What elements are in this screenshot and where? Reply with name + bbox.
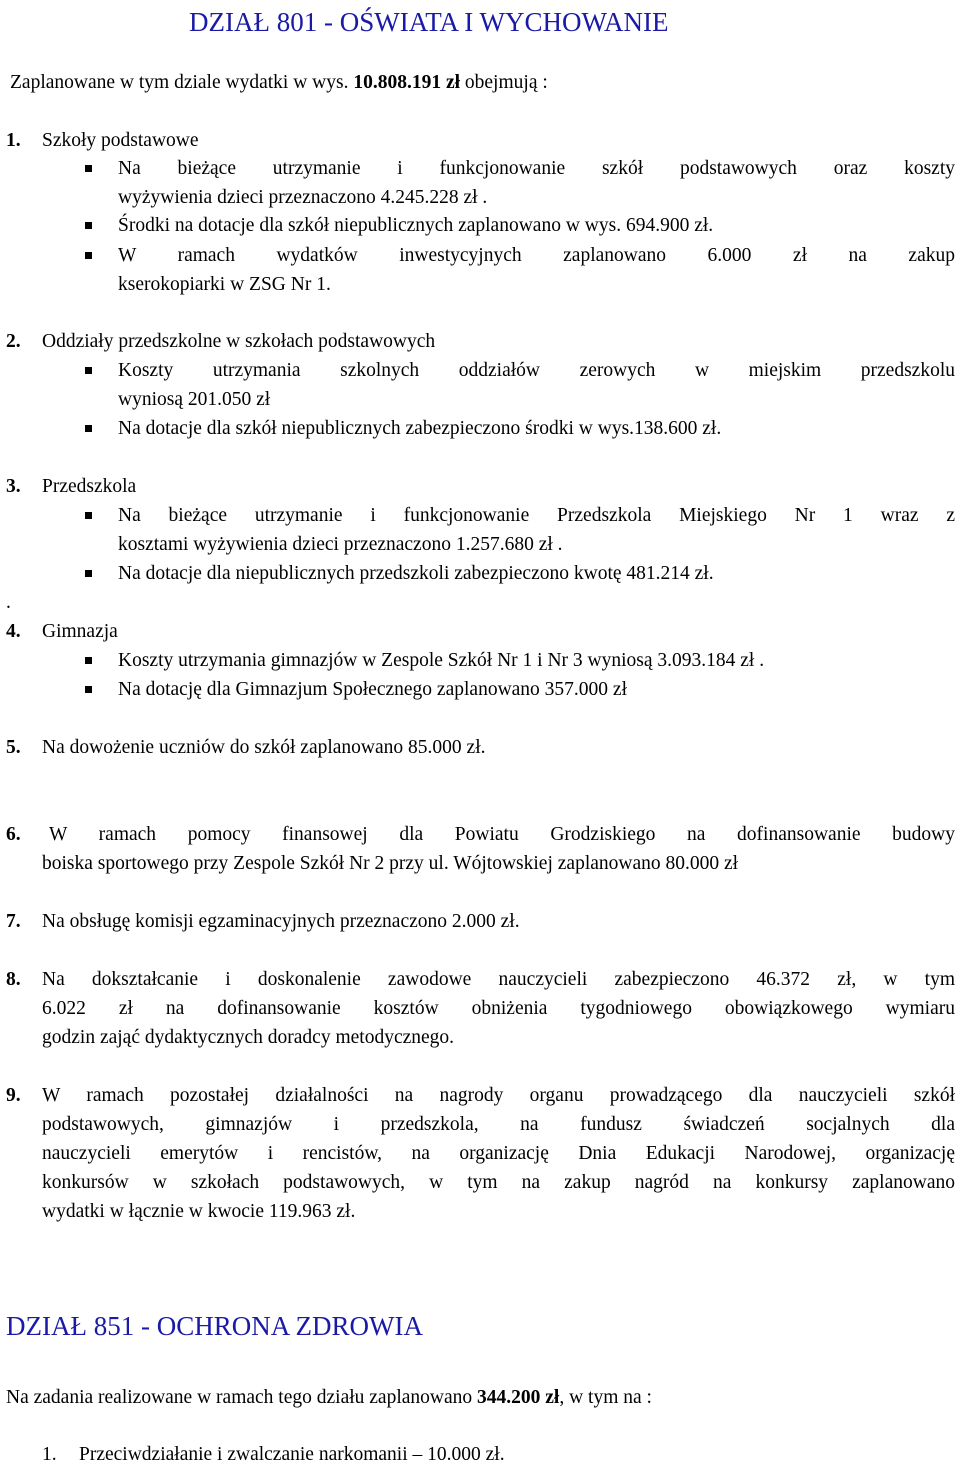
bullet-text: Koszty utrzymania gimnazjów w Zespole Szkół Nr 1 i Nr 3 wyniosą 3.093.184 zł . (118, 650, 765, 671)
bullet-text: Na dotacje dla niepublicznych przedszkoli zabezpieczono kwotę 481.214 zł. (118, 563, 714, 584)
item-heading: Gimnazja (42, 621, 118, 642)
item-number: 1. (42, 1444, 57, 1465)
item-number: 8. (6, 969, 21, 990)
section-851-title: DZIAŁ 851 - OCHRONA ZDROWIA (6, 1311, 423, 1341)
bullet-text: Na dotacje dla szkół niepublicznych zabezpieczono środki w wys.138.600 zł. (118, 418, 722, 439)
intro-text: Zaplanowane w tym dziale wydatki w wys. (10, 72, 354, 93)
bullet-square-icon (85, 657, 92, 664)
item-number: 6. (6, 824, 21, 845)
bullet-text-cont: wyniosą 201.050 zł (118, 389, 271, 410)
bullet-square-icon (85, 425, 92, 432)
item-number: 9. (6, 1085, 21, 1106)
item-text-cont: podstawowych, gimnazjów i przedszkola, na fundusz świadczeń socjalnych dla (42, 1114, 955, 1135)
section-851-intro (6, 1384, 652, 1412)
item-text-cont: konkursów w szkołach podstawowych, w tym na zakup nagród na konkursy zaplanowano (42, 1172, 955, 1193)
stray-dot: . (6, 592, 11, 613)
item-number: 5. (6, 737, 21, 758)
item-text: W ramach pozostałej działalności na nagrody organu prowadzącego dla nauczycieli szkół (42, 1085, 955, 1106)
section-801-intro (10, 69, 548, 97)
item-text: Przeciwdziałanie i zwalczanie narkomanii – 10.000 zł. (79, 1444, 505, 1465)
bullet-square-icon (85, 165, 92, 172)
item-text-cont: boiska sportowego przy Zespole Szkół Nr 2 przy ul. Wójtowskiej zaplanowano 80.000 zł (42, 853, 739, 874)
intro-text: Na zadania realizowane w ramach tego działu zaplanowano (6, 1387, 478, 1408)
item-text: W ramach pomocy finansowej dla Powiatu Grodziskiego na dofinansowanie budowy (49, 824, 955, 845)
item-text: Na dokształcanie i doskonalenie zawodowe nauczycieli zabezpieczono 46.372 zł, w tym (42, 969, 955, 990)
bullet-text: Środki na dotacje dla szkół niepublicznych zaplanowano w wys. 694.900 zł. (118, 215, 714, 236)
item-heading: Szkoły podstawowe (42, 130, 199, 151)
bullet-text: Na dotację dla Gimnazjum Społecznego zaplanowano 357.000 zł (118, 679, 627, 700)
item-text-cont: 6.022 zł na dofinansowanie kosztów obniżenia tygodniowego obowiązkowego wymiaru (42, 998, 955, 1019)
bullet-text-cont: kosztami wyżywienia dzieci przeznaczono 1.257.680 zł . (118, 534, 563, 555)
bullet-square-icon (85, 686, 92, 693)
item-number: 4. (6, 621, 21, 642)
bullet-text-cont: wyżywienia dzieci przeznaczono 4.245.228 zł . (118, 187, 488, 208)
intro-amount: 10.808.191 zł (353, 72, 461, 93)
item-text: Na dowożenie uczniów do szkół zaplanowano 85.000 zł. (42, 737, 486, 758)
item-text: Na obsługę komisji egzaminacyjnych przeznaczono 2.000 zł. (42, 911, 520, 932)
item-number: 7. (6, 911, 21, 932)
bullet-square-icon (85, 367, 92, 374)
item-text-cont: wydatki w łącznie w kwocie 119.963 zł. (42, 1201, 356, 1222)
bullet-text: W ramach wydatków inwestycyjnych zaplanowano 6.000 zł na zakup (118, 245, 955, 266)
item-text-cont: nauczycieli emerytów i rencistów, na organizację Dnia Edukacji Narodowej, organizację (42, 1143, 955, 1164)
intro-text-end: , w tym na : (559, 1387, 652, 1408)
bullet-text: Na bieżące utrzymanie i funkcjonowanie szkół podstawowych oraz koszty (118, 158, 955, 179)
bullet-square-icon (85, 512, 92, 519)
intro-text-end: obejmują : (460, 72, 548, 93)
bullet-square-icon (85, 252, 92, 259)
intro-amount: 344.200 zł (477, 1387, 560, 1408)
bullet-text: Koszty utrzymania szkolnych oddziałów zerowych w miejskim przedszkolu (118, 360, 955, 381)
item-number: 3. (6, 476, 21, 497)
bullet-text: Na bieżące utrzymanie i funkcjonowanie Przedszkola Miejskiego Nr 1 wraz z (118, 505, 955, 526)
item-number: 2. (6, 331, 21, 352)
section-801-title: DZIAŁ 801 - OŚWIATA I WYCHOWANIE (189, 7, 669, 37)
item-number: 1. (6, 130, 21, 151)
item-heading: Oddziały przedszkolne w szkołach podstawowych (42, 331, 436, 352)
bullet-square-icon (85, 570, 92, 577)
item-text-cont: godzin zająć dydaktycznych doradcy metodycznego. (42, 1027, 455, 1048)
bullet-square-icon (85, 222, 92, 229)
bullet-text-cont: kserokopiarki w ZSG Nr 1. (118, 274, 331, 295)
item-heading: Przedszkola (42, 476, 137, 497)
